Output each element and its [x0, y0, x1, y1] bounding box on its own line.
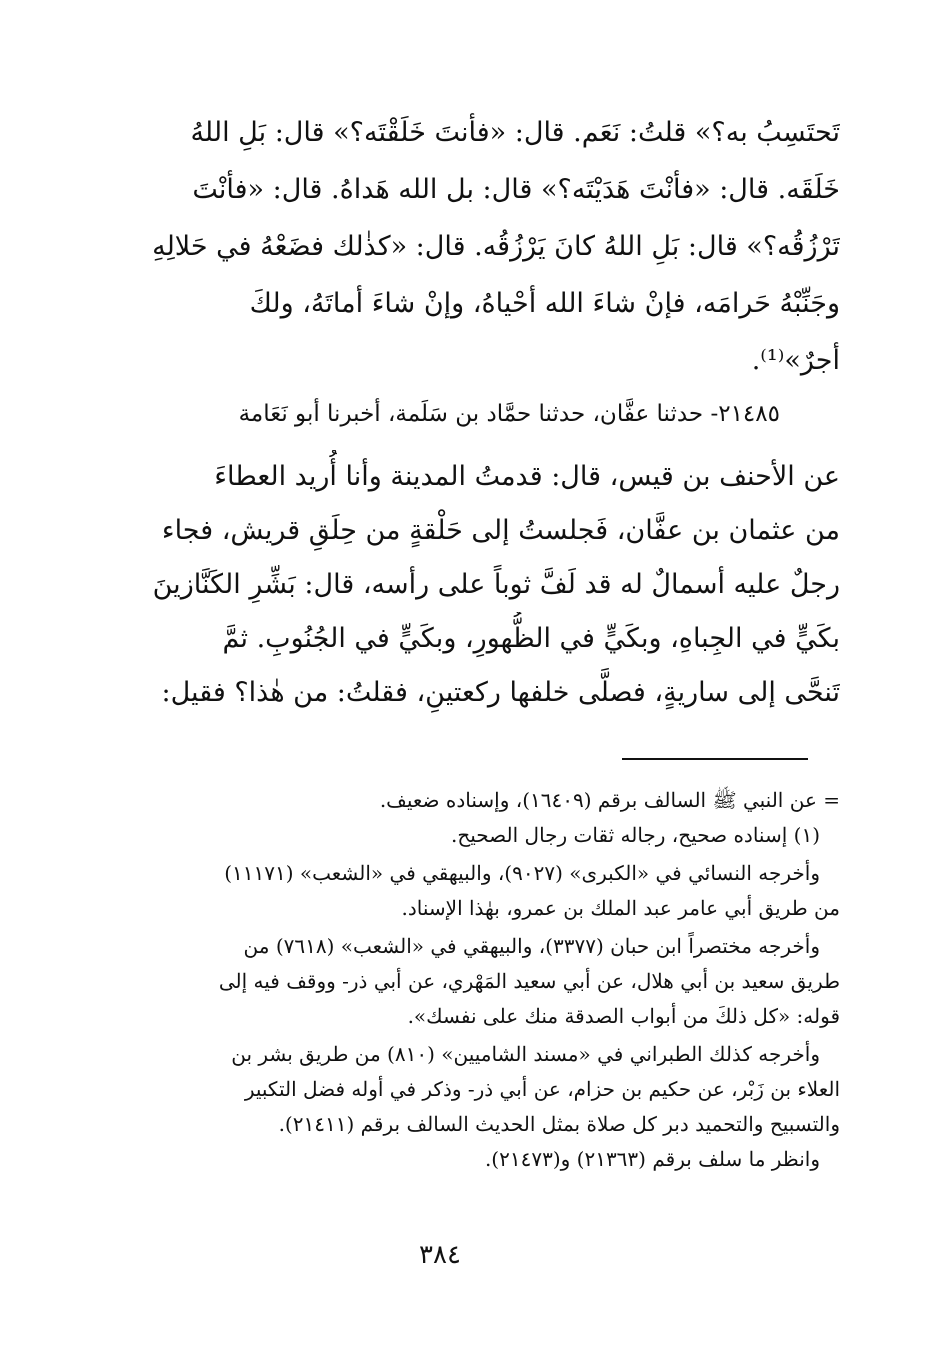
- footnote-divider: [622, 758, 808, 760]
- footnote-line: طريق سعيد بن أبي هلال، عن أبي سعيد المَهْري، عن أبي ذر- ووقف فيه إلى: [218, 969, 840, 993]
- text-line: خَلَقَه. قال: «فأنْتَ هَدَيْتَه؟» قال: بل الله هَداهُ. قال: «فأنْتَ: [192, 174, 840, 205]
- footnote-line: من طريق أبي عامر عبد الملك بن عمرو، بهٰذا الإسناد.: [401, 896, 840, 920]
- text-line: بكَيٍّ في الجِباهِ، وبكَيٍّ في الظُّهورِ، وبكَيٍّ في الجُنُوبِ. ثمَّ: [222, 623, 840, 654]
- footnote-line: قوله: «كل ذلكَ من أبواب الصدقة منك على نفسك».: [407, 1004, 840, 1028]
- text-line: تَحتَسِبُ به؟» قلتُ: نَعَم. قال: «فأنتَ خَلَقْتَه؟» قال: بَلِ اللهُ: [190, 117, 840, 148]
- footnotes-section: [100, 783, 840, 1177]
- text-line: أجرٌ»⁽¹⁾.: [751, 345, 840, 376]
- text-line: عن الأحنف بن قيس، قال: قدمتُ المدينة وأنا أُريد العطاءَ: [214, 461, 840, 492]
- footnote-1: (١) إسناده صحيح، رجاله ثقات رجال الصحيح.: [450, 823, 820, 847]
- text-line: وجَنِّبْهُ حَرامَه، فإنْ شاءَ الله أحْياهُ، وإنْ شاءَ أماتَهُ، ولكَ: [249, 288, 840, 319]
- text-line: من عثمان بن عفَّان، فَجلستُ إلى حَلْقةٍ من حِلَقِ قريش، فجاء: [161, 515, 840, 546]
- text-line: تَنحَّى إلى ساريةٍ، فصلَّى خلفها ركعتينِ، فقلتُ: من هٰذا؟ فقيل:: [161, 677, 840, 708]
- page-number: ٣٨٤: [419, 1240, 461, 1270]
- hadith-text: [100, 450, 840, 720]
- text-line: رجلٌ عليه أسمالٌ له قد لَفَّ ثوباً على رأسه، قال: بَشِّرِ الكَنَّازينَ: [152, 569, 840, 600]
- hadith-text-continuation: [100, 104, 840, 389]
- footnote-line: العلاء بن زَبْر، عن حكيم بن حزام، عن أبي ذر- وذكر في أوله فضل التكبير: [244, 1077, 840, 1101]
- footnote-line: وأخرجه النسائي في «الكبرى» (٩٠٢٧)، والبيهقي في «الشعب» (١١١٧١): [224, 861, 820, 885]
- footnote-line: وأخرجه مختصراً ابن حبان (٣٣٧٧)، والبيهقي في «الشعب» (٧٦١٨) من: [243, 934, 820, 958]
- footnote-see-also: وانظر ما سلف برقم (٢١٣٦٣) و(٢١٤٧٣).: [484, 1147, 820, 1171]
- footnote-continuation: = عن النبي ﷺ السالف برقم (١٦٤٠٩)، وإسناده ضعيف.: [379, 788, 840, 812]
- hadith-isnad-header: ٢١٤٨٥- حدثنا عفَّان، حدثنا حمَّاد بن سَلَمة، أخبرنا أبو نَعَامة: [238, 401, 780, 427]
- footnote-line: والتسبيح والتحميد دبر كل صلاة بمثل الحديث السالف برقم (٢١٤١١).: [278, 1112, 840, 1136]
- footnote-line: وأخرجه كذلك الطبراني في «مسند الشاميين» (٨١٠) من طريق بشر بن: [231, 1042, 820, 1066]
- text-line: تَرْزُقُه؟» قال: بَلِ اللهُ كانَ يَرْزُقُه. قال: «كذٰلك فضَعْهُ في حَلالِهِ: [152, 231, 840, 262]
